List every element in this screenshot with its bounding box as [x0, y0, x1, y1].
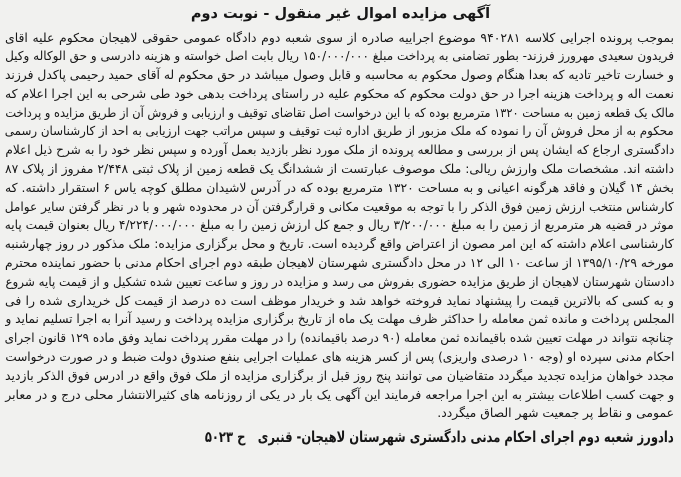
body-line	[5, 292, 674, 311]
body-line	[5, 329, 674, 348]
footer-row	[205, 426, 674, 448]
body-line	[5, 141, 674, 160]
body-line	[5, 85, 674, 104]
body-line	[5, 273, 674, 292]
body-line-text: کارشناسی اعلام داشته که این امر مصون از اعتراض واقع گردیده است. تاریخ و محل برگزاری مزایده: ملک مذکور در روز چهارشنبه	[5, 236, 674, 252]
body-line-text: کارشناس منتخب ارزش زمین فوق الذکر را با توجه به موقعیت مکانی و قرارگرفتن آن در محدوده شهر و با در نظر گرفتن سایر عوامل	[5, 198, 674, 214]
body-line-text: مورخه ۱۳۹۵/۱۰/۲۹ از ساعت ۱۰ الی ۱۲ در محل دادگستری شهرستان لاهیجان طبقه دوم اجرای احکام مدنی با حضور نماینده محترم	[5, 255, 674, 271]
body-line-text: نعمت اله و پرداخت هزینه اجرا در حق دولت محکوم که محکوم علیه در راستای پرداخت بدهی خود طی شرحی به این اجرا اعلام که	[5, 85, 674, 101]
body-line	[5, 122, 674, 141]
body-line	[5, 29, 674, 48]
body-line-text: فریدون سعیدی مهرورز فرزند- بطور تضامنی به پرداخت مبلغ ۱۵۰/۰۰۰/۰۰۰ ریال بابت اصل خواسته و هزینه دادرسی و حق الوکاله وکیل	[5, 48, 674, 64]
body-line	[5, 254, 674, 273]
body-line-text: بموجب پرونده اجرایی کلاسه ۹۴۰۲۸۱ موضوع اجراییه صادره از سوی شعبه دوم دادگاه عمومی حقوقی لاهیجان محکوم علیه اقای	[5, 29, 674, 45]
body-line	[5, 179, 674, 198]
body-line-text: دادگستری ارجاع که ایشان پس از بررسی و مطالعه پرونده از ملک مورد نظر بازدید بعمل آورده و سپس نظر خود را به شرح ذیل اعلام	[5, 142, 674, 158]
body-line-text: داشته اند. مشخصات ملک وارزش ریالی: ملک موصوف عبارتست از ششدانگ یک قطعه زمین از پلاک ثبتی ۲/۴۴۸ مفروز از پلاک ۸۷	[5, 161, 674, 177]
body-line	[5, 66, 674, 85]
body-line	[5, 235, 674, 254]
body-line-text: و جهت کسب اطلاعات بیشتر به این اجرا مراجعه فرمایند این آگهی یک بار در یکی از روزنامه های کثیرالانتشار محلی درج و در معابر	[5, 386, 674, 402]
body-line-text: و به کسی که بالاترین قیمت را پیشنهاد نماید فروخته خواهد شد و خریدار موظف است ده درصد از قیمت کل خریداری شده را فی	[5, 292, 674, 308]
body-line-text: المجلس پرداخت و مانده ثمن معامله را حداکثر ظرف مهلت یک ماه از تاریخ برگزاری مزایده پرداخت و رسید آنرا به اجرا تسلیم نماید و	[5, 311, 674, 327]
notice-title	[6, 3, 675, 25]
body-line-text: موثر در قضیه هر مترمربع از زمین را به مبلغ ۳/۲۰۰/۰۰۰ ریال و جمع کل ارزش زمین را به مبلغ ۴/۲۲۴/۰۰۰/۰۰۰ ریال بعنوان قیمت پایه	[5, 217, 674, 233]
body-line	[5, 160, 674, 179]
body-line	[5, 47, 674, 66]
body-line-last	[5, 404, 674, 423]
body-line-text: عمومی و نقاط پر جمعیت شهر الصاق میگردد.	[437, 405, 674, 421]
body-line	[5, 386, 674, 405]
body-line-text: مالک یک قطعه زمین به مساحت ۱۳۲۰ مترمربع بوده که با این درخواست اصل تقاضای توقیف و ارزیابی و فروش آن از طریق مزایده و پرداخت	[5, 104, 674, 120]
body-line-text: چنانچه نتواند در مهلت تعیین شده باقیمانده ثمن معامله (۹۰ درصد باقیمانده) را در مهلت مقرر پرداخت نماید وفق ماده ۱۲۹ قانون اجرای	[5, 330, 674, 346]
ad-code: ح ۵۰۲۳	[205, 428, 246, 446]
notice-title-text: آگهی مزایده اموال غیر منقول - نوبت دوم	[190, 6, 491, 22]
body-line-text: محکوم به از محل فروش آن را نموده که ملک مزبور از طریق اداره ثبت توقیف و سپس مراتب جهت ارزیابی به احد از کارشناسان رسمی	[5, 123, 674, 139]
body-line-text: دادستان شهرستان لاهیجان از طریق مزایده حضوری بفروش می رسد و مزایده در روز و ساعت تعیین شده تشکیل و از قیمت پایه شروع	[5, 273, 674, 289]
signature: دادورز شعبه دوم اجرای احکام مدنی دادگستری شهرستان لاهیجان- قنبری	[257, 428, 674, 446]
body-line-text: مجدد خواهان مزایده تجدید میگردد متقاضیان می توانند پنج روز قبل از برگزاری مزایده از ملک فوق واقع در ادرس فوق الذکر بازدید	[5, 367, 674, 383]
body-line-text: بخش ۱۴ گیلان و فاقد هرگونه اعیانی و به مساحت ۱۳۲۰ مترمربع بوده که در آدرس لاشیدان مطلق کوچه یاس ۶ استقرار داشته. که	[5, 179, 674, 195]
body-line-text: احکام مدنی سپرده او (وجه ۱۰ درصدی واریزی) پس از کسر هزینه های عملیات اجرایی بنفع صندوق دولت ضبط و در صورت درخواست	[5, 349, 674, 365]
body-line	[5, 216, 674, 235]
body-line	[5, 367, 674, 386]
notice-body	[5, 29, 674, 424]
notice-footer	[205, 426, 674, 448]
body-line	[5, 348, 674, 367]
body-line	[5, 198, 674, 217]
body-line	[5, 310, 674, 329]
body-line	[5, 104, 674, 123]
body-line-text: و خسارت تاخیر تادیه که بعدا هنگام وصول محکوم به محاسبه و قابل وصول میباشد در حق محکوم له آقای حمید رحیمی پاکدل فرزند	[5, 67, 674, 83]
